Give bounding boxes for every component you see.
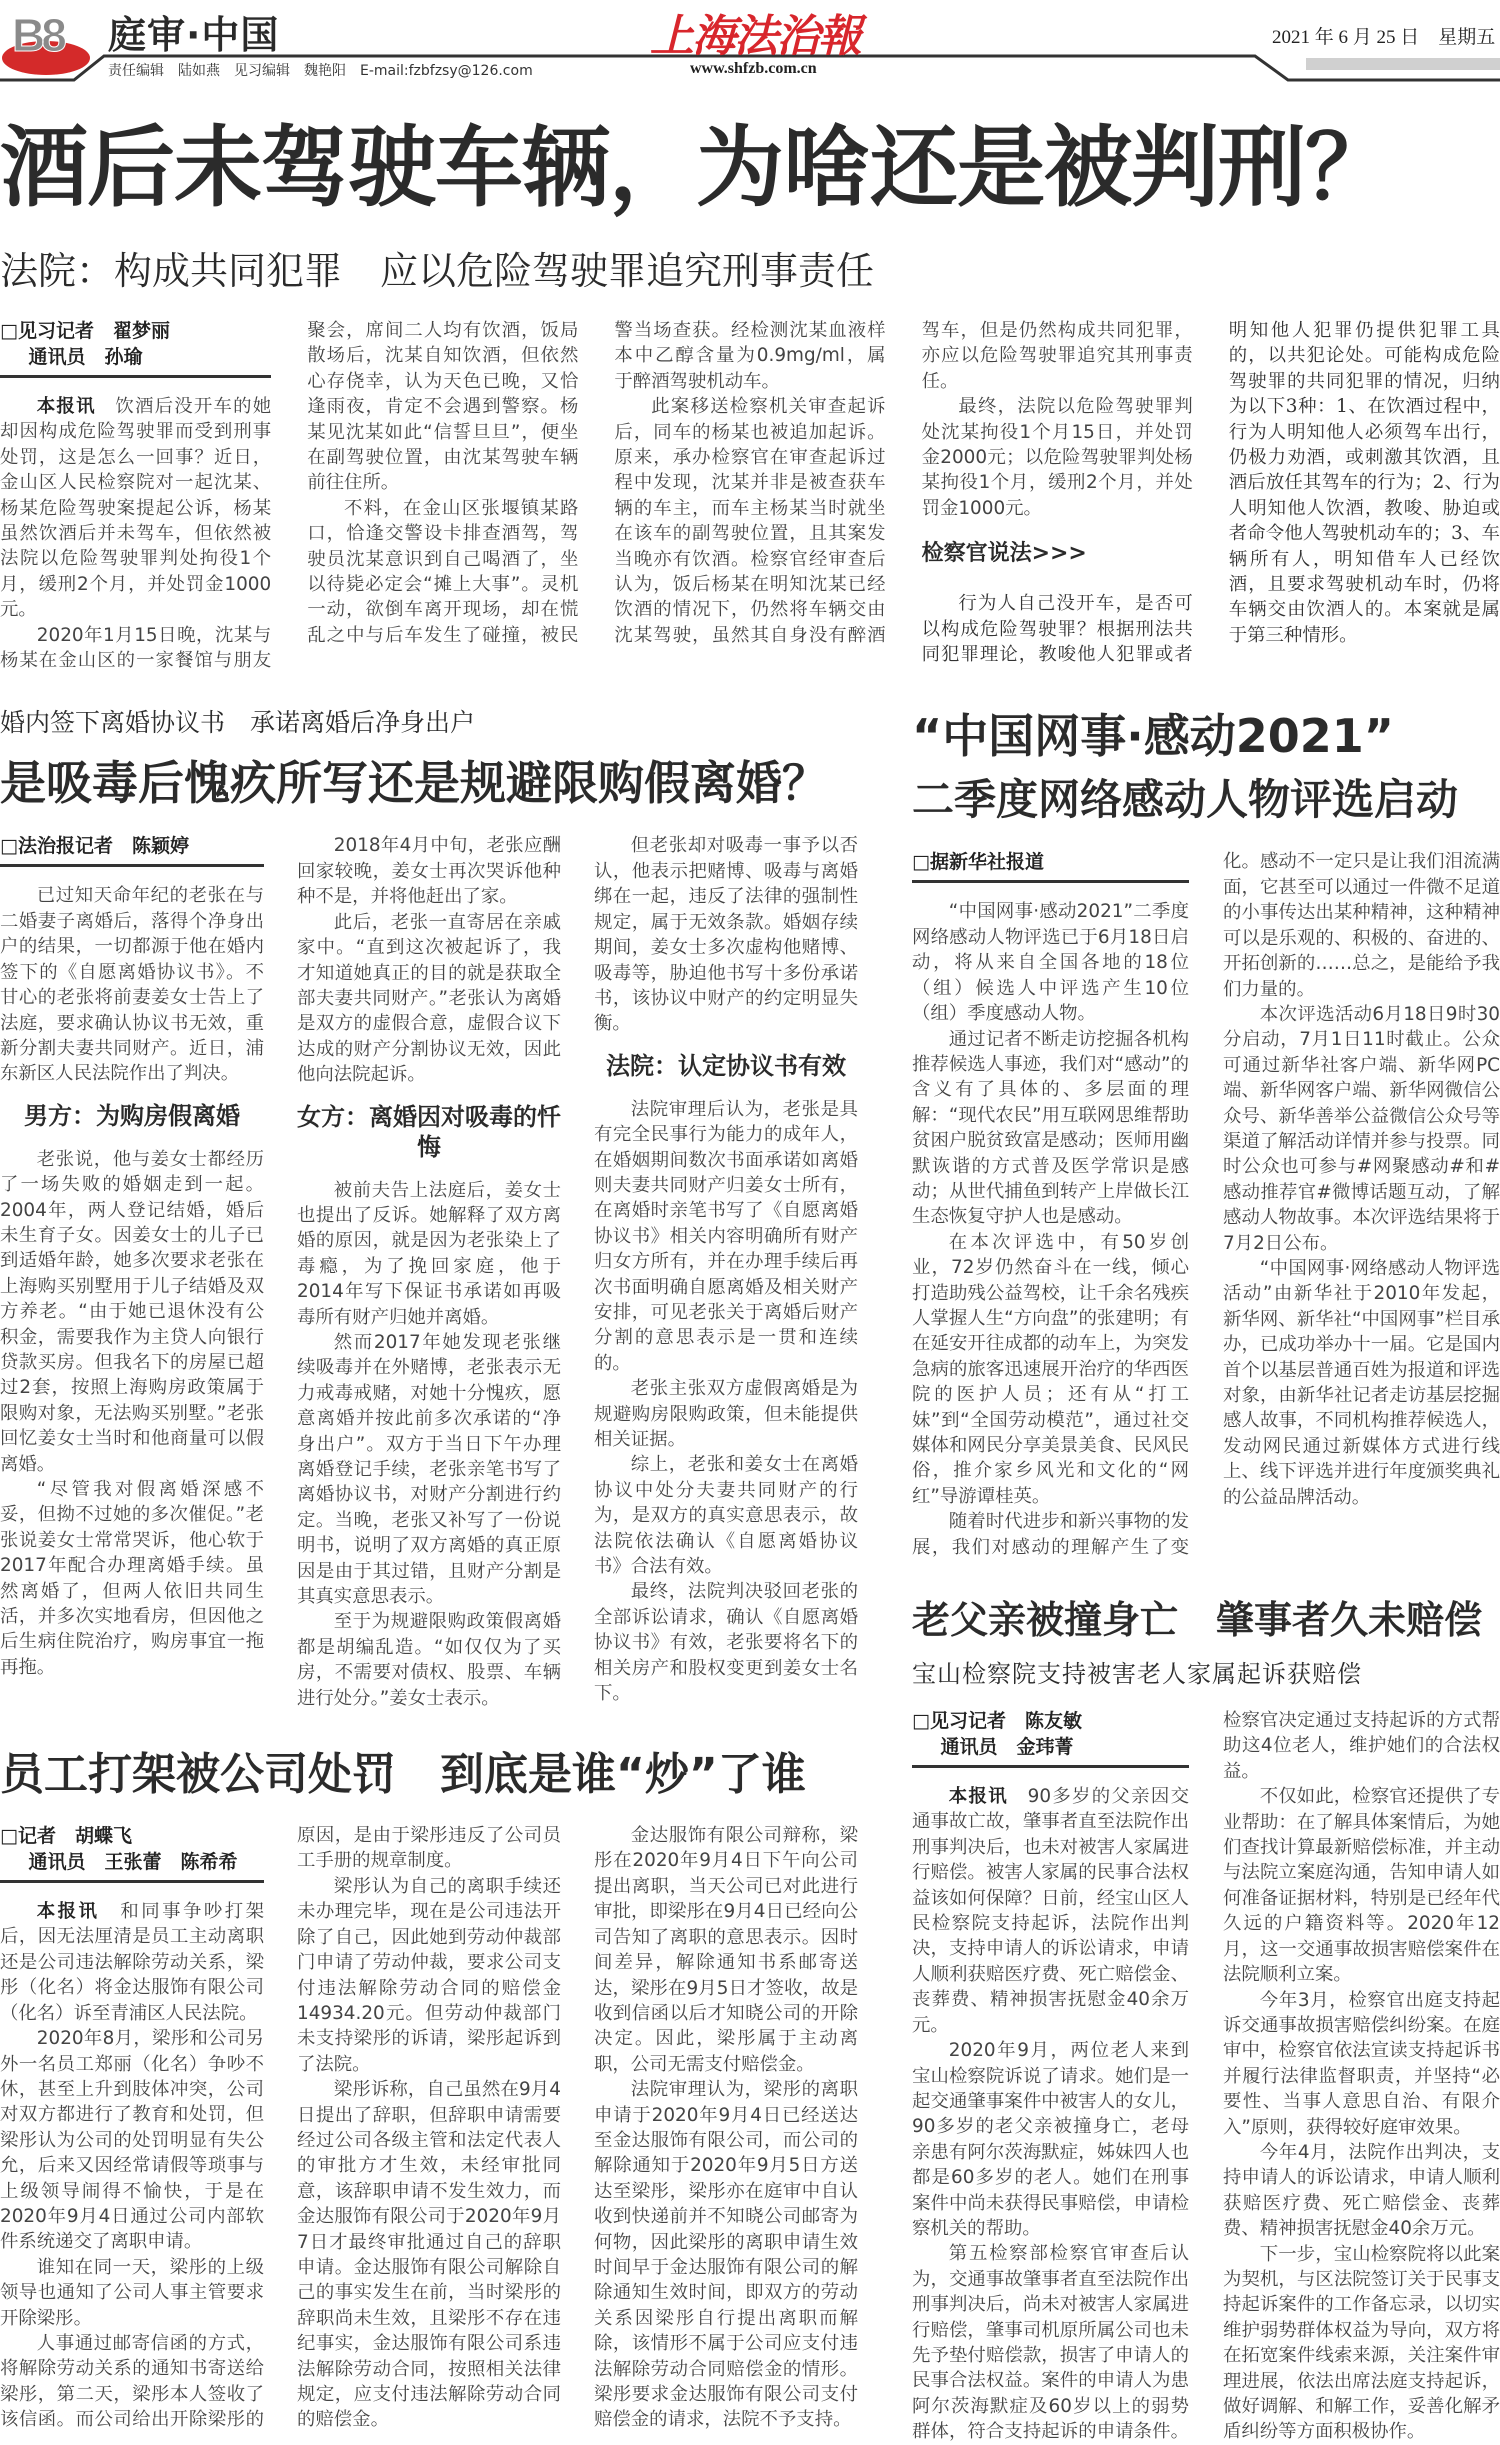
paragraph: 此案移送检察机关审查起诉后，同车的杨某也被追加起诉。原来，承办检察官在审查起诉过程中发现，沈某并非是被查获车辆的车主，而车主杨某当时就坐在该车的副驾驶位置，且其案发当晚亦有饮酒。检察官经审查后认为，饭后杨某在明知沈某已经饮酒的情况下，仍然将车辆交由沈某驾驶，虽然其自身没有醉酒驾车，但是仍然构成共同犯罪，亦应以危险驾驶罪追究其刑事责任。 — [614, 320, 1193, 646]
paragraph: “尽管我对假离婚深感不妥，但拗不过她的多次催促。”老张说姜女士常常哭诉，他心软于2017年配合办理离婚手续。虽然离婚了，但两人依旧共同生活，并多次实地看房，但因他之后生病住院治疗，购房事宜一拖再拖。 — [0, 1479, 264, 1678]
paragraph: 2020年1月15日晚，沈某与杨某在金山区的一家餐馆与朋友聚会，席间二人均有饮酒，饭局散场后，沈某自知饮酒，但依然心存侥幸，认为天色已晚，又恰逢雨夜，肯定不会遇到警察。杨某见沈某如此“信誓旦旦”，便坐在副驾驶位置，由沈某驾驶车辆前往住所。 — [0, 320, 579, 672]
paragraph: 下一步，宝山检察院将以此案为契机，与区法院签订关于民事支持起诉案件的工作备忘录，以切实维护弱势群体权益为导向，双方将在拓宽案件线索来源，关注案件审理进展，依法出席法庭支持起诉，做好调解、和解工作，妥善化解矛盾纠纷等方面积极协作。 — [1223, 2243, 1500, 2443]
article-compensation-body — [912, 1708, 1500, 2445]
section-subhead: 检察官说法>>> — [921, 541, 1087, 567]
dateline-label: 本报讯 — [36, 1901, 100, 1923]
paragraph: 已过知天命年纪的老张在与二婚妻子离婚后，落得个净身出户的结果，一切都源于他在婚内签下的《自愿离婚协议书》。不甘心的老张将前妻姜女士告上了法庭，要求确认协议书无效，重新分割夫妻共同财产。近日，浦东新区人民法院作出了判决。 — [0, 885, 264, 1085]
paragraph: 不仅如此，检察官还提供了专业帮助：在了解具体案情后，为她们查找计算最新赔偿标准，并主动与法院立案庭沟通，告知申请人如何准备证据材料，特别是已经年代久远的户籍资料等。2020年12月，这一交通事故损害赔偿案件在法院顺利立案。 — [1223, 1786, 1500, 1986]
paragraph: “中国网事·感动2021”二季度网络感动人物评选已于6月18日启动，将从来自全国各地的18位（组）候选人中评选产生10位（组）季度感动人物。 — [912, 901, 1189, 1025]
paragraph: 随着时代进步和新兴事物的发展，我们对感动的理解产生了变化。感动不一定只是让我们泪流满面，它甚至可以通过一件微不足道的小事传达出某种精神，这种精神可以是乐观的、积极的、奋进的、开拓创新的……总之，是能给予我们力量的。 — [912, 851, 1500, 1558]
article-dismissal-body — [0, 1823, 858, 2433]
article-divorce-kicker: 婚内签下离婚协议书 承诺离婚后净身出户 — [0, 708, 476, 738]
section-subhead: 女方：离婚因对吸毒的忏悔 — [297, 1102, 561, 1161]
byline-line: □据新华社报道 — [912, 851, 1044, 874]
section-subhead: 男方：为购房假离婚 — [24, 1101, 240, 1130]
paragraph: 老张主张双方虚假离婚是为规避购房限购政策，但未能提供相关证据。 — [594, 1378, 858, 1450]
byline-line: 通讯员 金玮菁 — [940, 1736, 1074, 1759]
byline-line: 通讯员 王张蕾 陈希希 — [28, 1851, 238, 1874]
paragraph: 不料，在金山区张堰镇某路口，恰逢交警设卡排查酒驾，驾驶员沈某意识到自己喝酒了，坐以待毙必定会“摊上大事”。灵机一动，欲倒车离开现场，却在慌乱之中与后车发生了碰撞，被民警当场查获。经检测沈某血液样本中乙醇含量为0.9mg/ml，属于醉酒驾驶机动车。 — [307, 320, 886, 646]
lower-section — [0, 707, 1500, 2444]
issue-date: 2021 年 6 月 25 日 星期五 — [1272, 27, 1496, 48]
article-dismissal-headline: 员工打架被公司处罚 到底是谁“炒”了谁 — [0, 1749, 806, 1801]
paragraph: 今年3月，检察官出庭支持起诉交通事故损害赔偿纠纷案。在庭审中，检察官依法宣读支持起诉书并履行法律监督职责，并坚持“必要性、当事人意思自治、有限介入”原则，获得较好庭审效果。 — [1223, 1989, 1500, 2138]
byline-line: □记者 胡蝶飞 — [0, 1825, 132, 1848]
paragraph: 梁彤诉称，自己虽然在9月4日提出了辞职，但辞职申请需要经过公司各级主管和法定代表人的审批方才生效，未经审批同意，该辞职申请不发生效力，而金达服饰有限公司于2020年9月7日才最终审批通过自己的辞职申请。金达服饰有限公司解除自己的事实发生在前，当时梁彤的辞职尚未生效，且梁彤不存在违纪事实，金达服饰有限公司系违法解除劳动合同，按照相关法律规定，应支付违法解除劳动合同的赔偿金。 — [297, 2079, 561, 2431]
newspaper-masthead-logo: 上海法治報 — [650, 11, 860, 62]
paragraph: 老张说，他与姜女士都经历了一场失败的婚姻走到一起。2004年，两人登记结婚，婚后未生育子女。因姜女士的儿子已到适婚年龄，她多次要求老张在上海购买别墅用于儿子结婚及双方养老。“由于她已退休没有公积金，需要我作为主贷人向银行贷款买房。但我名下的房屋已超过2套，按照上海购房政策属于限购对象，无法购买别墅。”老张回忆姜女士当时和他商量可以假离婚。 — [0, 1148, 264, 1475]
right-stack — [912, 707, 1500, 2444]
article-compensation-headline: 老父亲被撞身亡 肇事者久未赔偿 — [912, 1598, 1483, 1643]
dateline-label: 本报讯 — [948, 1786, 1008, 1808]
byline — [0, 1823, 264, 1883]
paragraph: 通过记者不断走访挖掘各机构推荐候选人事迹，我们对“感动”的含义有了具体的、多层面的理解：“现代农民”用互联网思维帮助贫困户脱贫致富是感动；医师用幽默诙谐的方式普及医学常识是感动；从世代捕鱼到转产上岸做长江生态恢复守护人也是感动。 — [912, 1028, 1189, 1228]
lead-text: 90多岁的父亲因交通事故亡故，肇事者直至法院作出刑事判决后，也未对被害人家属进行赔偿。被害人家属的民事合法权益该如何保障？日前，经宝山区人民检察院支持起诉，法院作出判决，支持申请人的诉讼请求，申请人顺利获赔医疗费、死亡赔偿金、丧葬费、精神损害抚慰金40余万元。 — [912, 1786, 1189, 2036]
byline-line: □见习记者 陈友敏 — [912, 1710, 1082, 1733]
article-divorce-body — [0, 833, 858, 1711]
page-code: B8 — [12, 9, 63, 61]
paragraph: 法院审理认为，梁彤的离职申请于2020年9月4日已经送达至金达服饰有限公司，而公司的解除通知于2020年9月5日方送达至梁彤，梁彤亦在庭审中自认收到快递前并不知晓公司邮寄为何物，因此梁彤的离职申请生效时间早于金达服饰有限公司的解除通知生效时间，即双方的劳动关系因梁彤自行提出离职而解除，该情形不属于公司应支付违法解除劳动合同赔偿金的情形。梁彤要求金达服饰有限公司支付赔偿金的请求，法院不予支持。 — [594, 2079, 858, 2431]
byline — [912, 1708, 1189, 1768]
paragraph: 最终，法院判决驳回老张的全部诉讼请求，确认《自愿离婚协议书》有效，老张要将名下的相关房产和股权变更到姜女士名下。 — [594, 1581, 858, 1705]
article-moved-body — [912, 849, 1500, 1560]
paragraph: 最终，法院以危险驾驶罪判处沈某拘役1个月15日，并处罚金2000元；以危险驾驶罪判处杨某拘役1个月，缓刑2个月，并处罚金1000元。 — [921, 396, 1193, 519]
paragraph: 法院审理后认为，老张是具有完全民事行为能力的成年人，在婚姻期间数次书面承诺如离婚则夫妻共同财产归姜女士所有，在离婚时亲笔书写了《自愿离婚协议书》相关内容明确所有财产归女方所有，并在办理手续后再次书面明确自愿离婚及相关财产安排，可见老张关于离婚后财产分割的意思表示是一贯和连续的。 — [594, 1098, 858, 1374]
byline — [0, 833, 264, 867]
paragraph: 本次评选活动6月18日9时30分启动，7月1日11时截止。公众可通过新华社客户端、新华网PC端、新华网客户端、新华网微信公众号、新华善举公益微信公众号等渠道了解活动详情并参与投票。同时公众也可参与#网聚感动#和#感动推荐官#微博话题互动，了解感动人物故事。本次评选结果将于7月2日公布。 — [1223, 1003, 1500, 1254]
paragraph: 金达服饰有限公司辩称，梁彤在2020年9月4日下午向公司提出离职，当天公司已对此进行审批，即梁彤在9月4日已经向公司告知了离职的意思表示。因时间差异，解除通知书系邮寄送达，梁彤在9月5日才签收，故是收到信函以后才知晓公司的开除决定。因此，梁彤属于主动离职，公司无需支付赔偿金。 — [594, 1825, 858, 2075]
paragraph: 2020年9月，两位老人来到宝山检察院诉说了请求。她们是一起交通肇事案件中被害人的女儿，90多岁的老父亲被撞身亡，老母亲患有阿尔茨海默症，姊妹四人也都是60多岁的老人。她们在刑事案件中尚未获得民事赔偿，申请检察机关的帮助。 — [912, 2040, 1189, 2239]
lead-text: 和同事争吵打架后，因无法厘清是员工主动离职还是公司违法解除劳动关系，梁彤（化名）将金达服饰有限公司（化名）诉至青浦区人民法院。 — [0, 1901, 264, 2024]
article-drunk-subheadline: 法院：构成共同犯罪 应以危险驾驶罪追究刑事责任 — [0, 249, 875, 293]
paragraph: 然而2017年她发现老张继续吸毒并在外赌博，老张表示无力戒毒戒赌，对她十分愧疚，愿意离婚并按此前多次承诺的“净身出户”。双方于当日下午办理离婚登记手续，老张亲笔书写了离婚协议书，对财产分割进行约定。当晚，老张又补写了一份说明书，说明了双方离婚的真正原因是由于其过错，且财产分割是其真实意思表示。 — [297, 1331, 561, 1608]
byline — [912, 849, 1189, 883]
byline-line: 通讯员 孙瑜 — [28, 346, 143, 368]
article-divorce-headline: 是吸毒后愧疚所写还是规避限购假离婚？ — [0, 756, 828, 811]
paragraph: 梁彤认为自己的离职手续还未办理完毕，现在是公司违法开除了自己，因此她到劳动仲裁部门申请了劳动仲裁，要求公司支付违法解除劳动合同的赔偿金14934.20元。但劳动仲裁部门未支持梁彤的诉请，梁彤起诉到了法院。 — [297, 1875, 561, 2075]
left-stack — [0, 707, 858, 2444]
lead-paragraph — [0, 1899, 264, 2026]
paragraph: 今年4月，法院作出判决，支持申请人的诉讼请求，申请人顺利获赔医疗费、死亡赔偿金、丧葬费、精神损害抚慰金40余万元。 — [1223, 2141, 1500, 2240]
section-title: 庭审·中国 — [108, 13, 280, 57]
article-compensation-subheadline: 宝山检察院支持被害老人家属起诉获赔偿 — [912, 1660, 1362, 1689]
lead-paragraph — [912, 1784, 1189, 2038]
paragraph: 被前夫告上法庭后，姜女士也提出了反诉。她解释了双方离婚的原因，就是因为老张染上了毒瘾，为了挽回家庭，他于2014年写下保证书承诺如再吸毒所有财产归她并离婚。 — [297, 1179, 561, 1328]
article-drunk-headline: 酒后未驾驶车辆，为啥还是被判刑？ — [0, 116, 1393, 219]
section-subhead: 法院：认定协议书有效 — [606, 1051, 846, 1080]
paragraph: 综上，老张和姜女士在离婚协议中处分夫妻共同财产的行为，是双方的真实意思表示，故法院依法确认《自愿离婚协议书》合法有效。 — [594, 1454, 858, 1578]
lead-paragraph — [0, 394, 271, 623]
article-moved-headline-line1: “中国网事·感动2021” — [912, 709, 1394, 764]
byline — [0, 318, 271, 378]
paragraph: 至于为规避限购政策假离婚都是胡编乱造。“如仅仅为了买房，不需要对债权、股票、车辆进行处分。”姜女士表示。 — [297, 1611, 561, 1709]
paragraph: 2018年4月中旬，老张应酬回家较晚，姜女士再次哭诉他种种不是，并将他赶出了家。 — [297, 835, 561, 908]
article-moved-headline-line2: 二季度网络感动人物评选启动 — [912, 775, 1459, 825]
paragraph: “中国网事·网络感动人物评选活动”由新华社于2010年发起，新华网、新华社“中国网事”栏目承办，已成功举办十一届。它是国内首个以基层普通百姓为报道和评选对象，由新华社记者走访基层挖掘感人故事，不同机构推荐候选人，发动网民通过新媒体方式进行线上、线下评选并进行年度颁奖典礼的公益品牌活动。 — [1223, 1257, 1500, 1508]
lead-text: 饮酒后没开车的她却因构成危险驾驶罪而受到刑事处罚，这是怎么一回事？近日，金山区人民检察院对一起沈某、杨某危险驾驶案提起公诉，杨某虽然饮酒后并未驾车，但依然被法院以危险驾驶罪判处拘役1个月，缓刑2个月，并处罚金1000元。 — [0, 396, 272, 621]
commentary-paragraph: 行为人自己没开车，是否可以构成危险驾驶罪？根据刑法共同犯罪理论，教唆他人犯罪或者明知他人犯罪仍提供犯罪工具的，以共犯论处。可能构成危险驾驶罪的共同犯罪的情况，归纳为以下3种：1、在饮酒过程中，行为人明知他人必须驾车出行，仍极力劝酒，或刺激其饮酒，且酒后放任其驾车的行为；2、行为人明知他人饮酒，教唆、胁迫或者命令他人驾驶机动车的；3、车辆所有人，明知借车人已经饮酒，且要求驾驶机动车时，仍将车辆交由饮酒人的。本案就是属于第三种情形。 — [921, 320, 1500, 666]
paragraph: 此后，老张一直寄居在亲戚家中。“直到这次被起诉了，我才知道她真正的目的就是获取全部夫妻共同财产。”老张认为离婚是双方的虚假合意，虚假合议下达成的财产分割协议无效，因此他向法院起诉。 — [297, 911, 561, 1086]
dateline-label: 本报讯 — [36, 396, 96, 417]
article-drunk-body — [0, 318, 1500, 673]
website-url: www.shfzb.com.cn — [690, 60, 817, 77]
paragraph: 2020年8月，梁彤和公司另外一名员工郑丽（化名）争吵不休，甚至上升到肢体冲突，公司对双方都进行了教育和处罚，但梁彤认为公司的处罚明显有失公允，后来又因经常请假等琐事与上级领导闹得不愉快，于是在2020年9月4日通过公司内部软件系统递交了离职申请。 — [0, 2028, 264, 2253]
paragraph: 在本次评选中，有50岁创业，72岁仍然奋斗在一线，倾心打造助残公益驾校，让千余名残疾人掌握人生“方向盘”的张建明；有在延安开往成都的动车上，为突发急病的旅客迅速展开治疗的华西医院的医护人员；还有从“打工妹”到“全国劳动模范”，通过社交媒体和网民分享美景美食、民风民俗，推介家乡风光和文化的“网红”导游谭桂英。 — [912, 1231, 1189, 1507]
paragraph: 谁知在同一天，梁彤的上级领导也通知了公司人事主管要求开除梁彤。 — [0, 2256, 264, 2329]
paragraph: 但老张却对吸毒一事予以否认，他表示把赌博、吸毒与离婚绑在一起，违反了法律的强制性规定，属于无效条款。婚姻存续期间，姜女士多次虚构他赌博、吸毒等，胁迫他书写十多份承诺书，该协议中财产的约定明显失衡。 — [594, 835, 858, 1035]
byline-line: □法治报记者 陈颖婷 — [0, 835, 189, 858]
paragraph: 第五检察部检察官审查后认为，交通事故肇事者直至法院作出刑事判决后，尚未对被害人家属进行赔偿，肇事司机原所属公司也未先予垫付赔偿款，损害了申请人的民事合法权益。案件的申请人为患阿尔茨海默症及60岁以上的弱势群体，符合支持起诉的申请条件。检察官决定通过支持起诉的方式帮助这4位老人，维护她们的合法权益。 — [912, 1710, 1500, 2443]
page-content — [0, 112, 1500, 2445]
editor-credits: 责任编辑 陆如燕 见习编辑 魏艳阳 E-mail:fzbfzsy@126.com — [108, 63, 533, 79]
byline-line: □见习记者 翟梦丽 — [0, 320, 170, 342]
paragraph: 人事通过邮寄信函的方式，将解除劳动关系的通知书寄送给梁彤，第二天，梁彤本人签收了该信函。而公司给出开除梁彤的原因，是由于梁彤违反了公司员工手册的规章制度。 — [0, 1825, 561, 2431]
